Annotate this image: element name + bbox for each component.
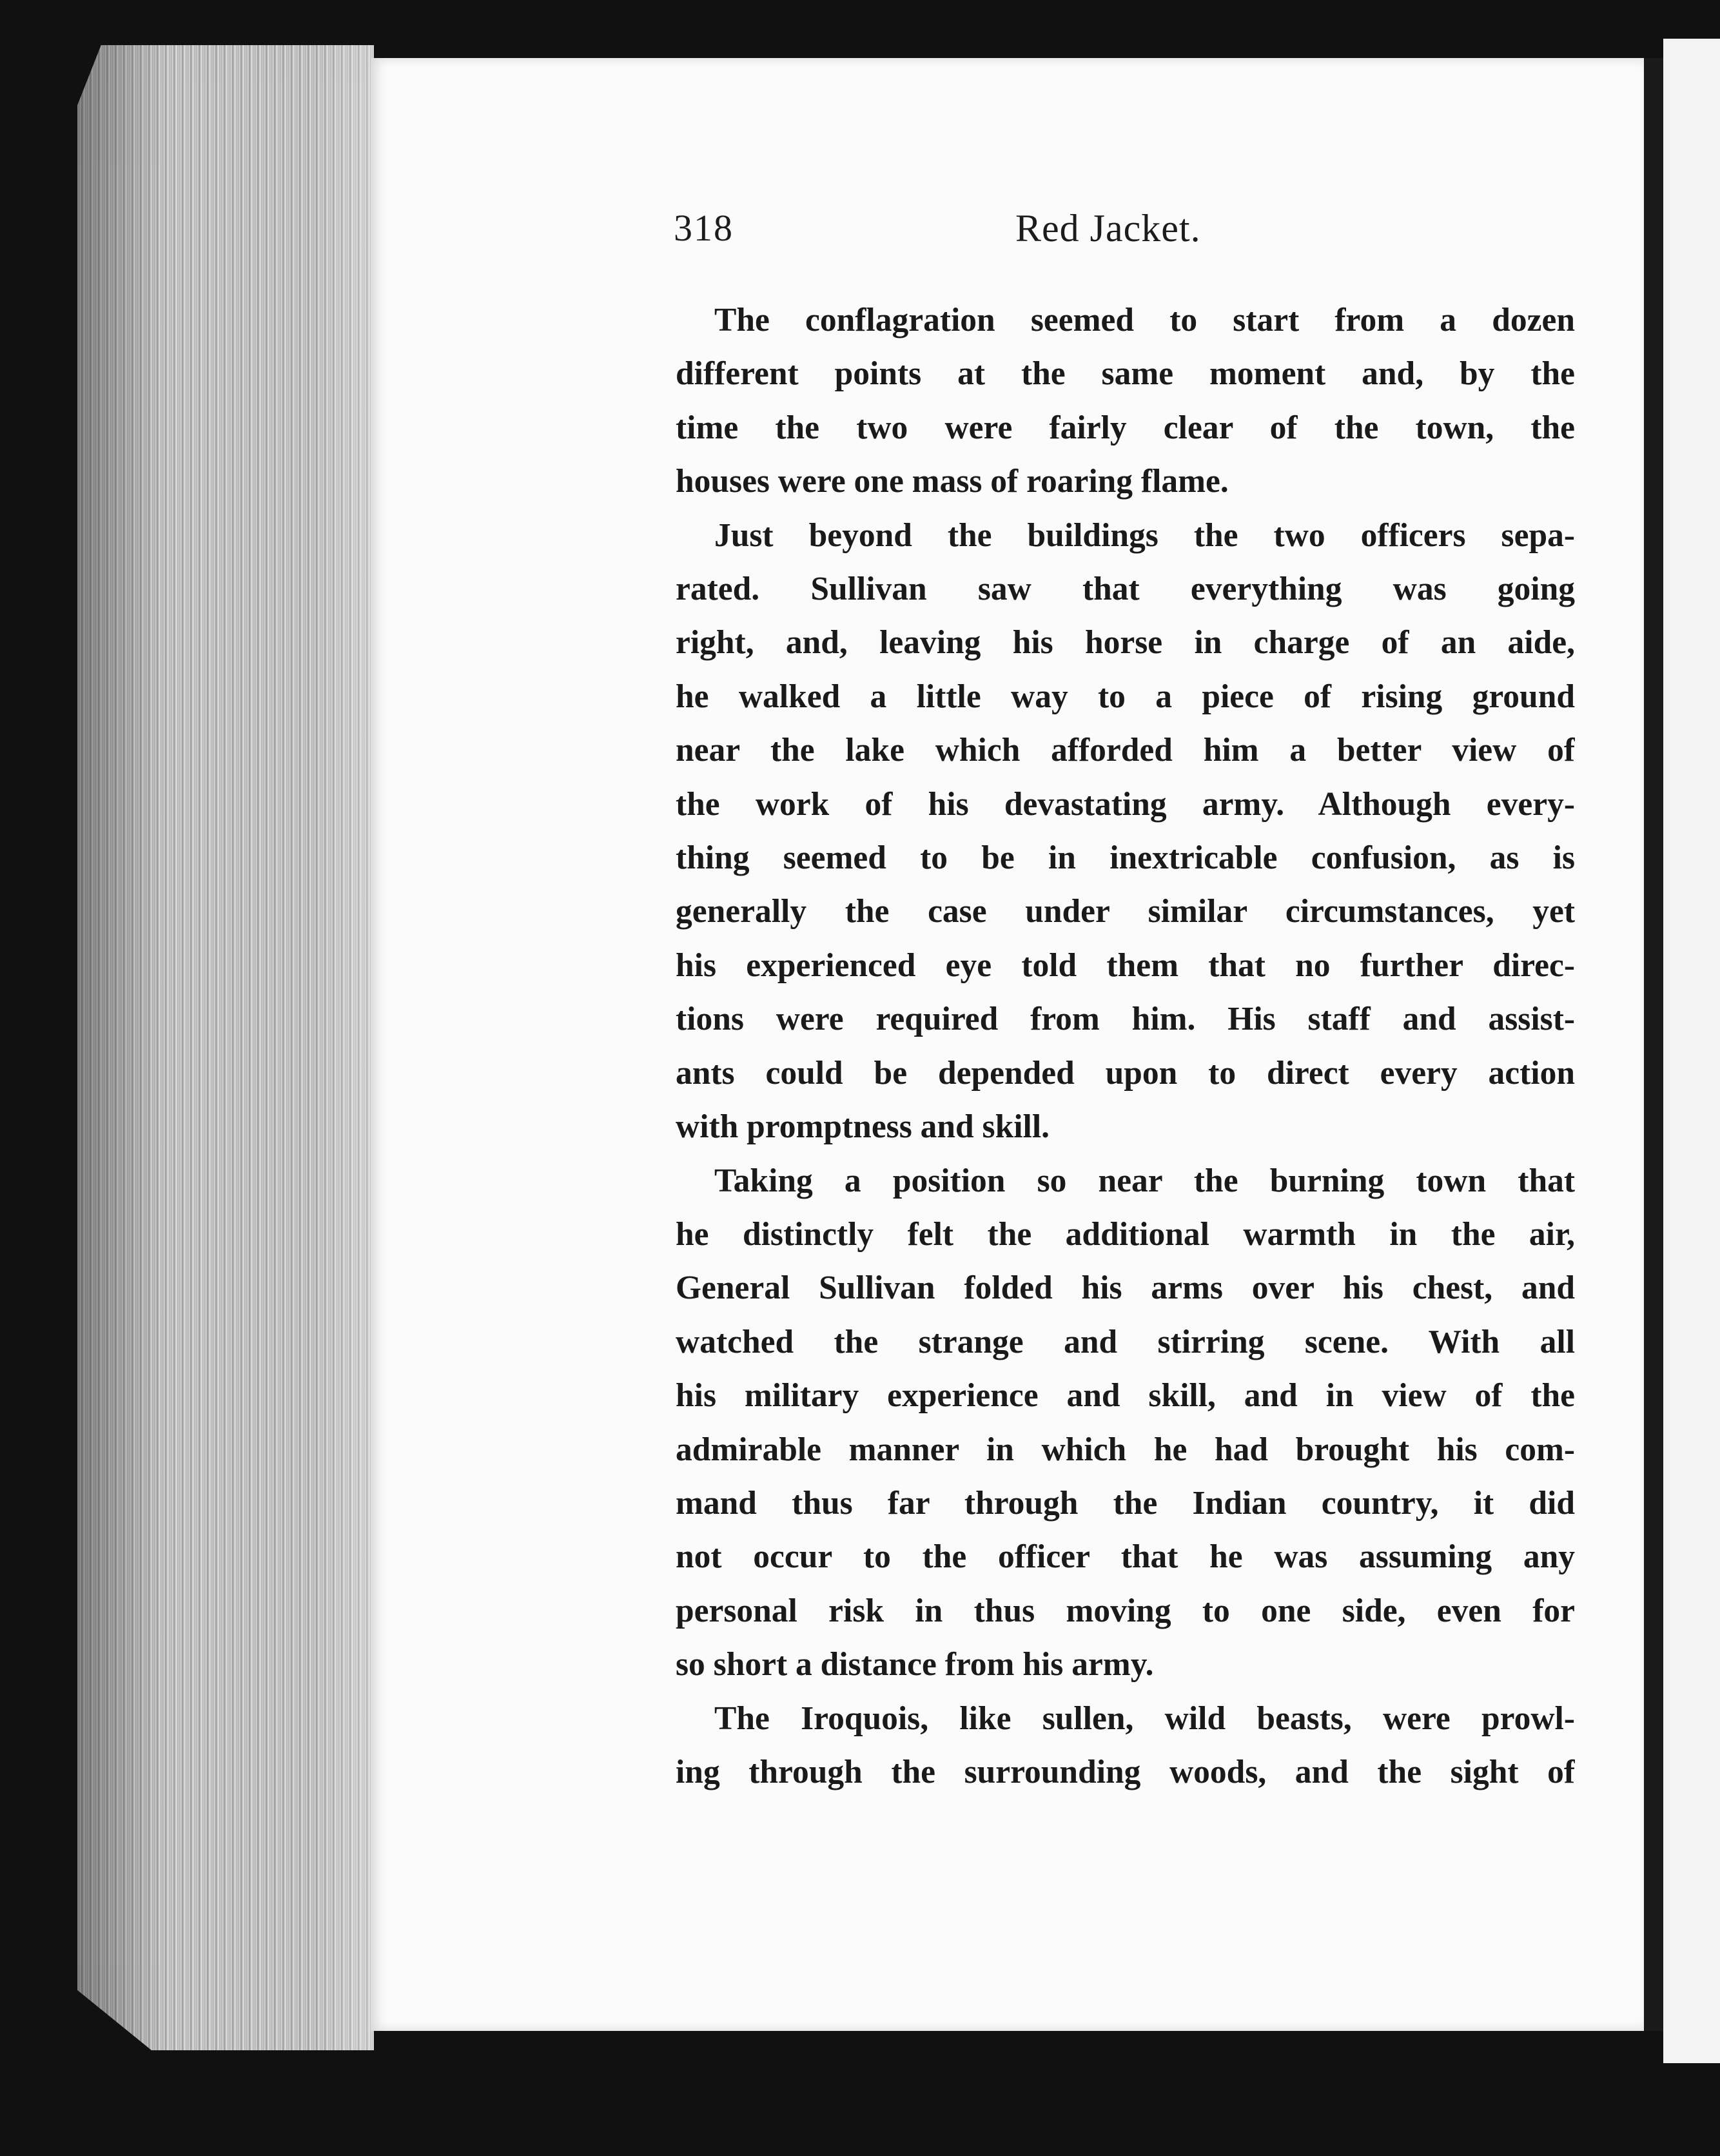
paragraph — [676, 1692, 1575, 1799]
text-line: thing seemed to be in inextricable confusion, as is — [676, 839, 1575, 877]
text-line: with promptness and skill. — [676, 1108, 1050, 1146]
text-line: The Iroquois, like sullen, wild beasts, were prowl- — [714, 1700, 1575, 1737]
body-text — [676, 293, 1575, 1799]
text-line: Taking a position so near the burning town that — [714, 1162, 1575, 1199]
book-page-edges — [77, 45, 374, 2050]
paragraph — [676, 509, 1575, 1154]
text-line: the work of his devastating army. Although every- — [676, 785, 1575, 823]
text-line: personal risk in thus moving to one side, even for — [676, 1592, 1575, 1629]
paragraph — [676, 1154, 1575, 1692]
text-line: rated. Sullivan saw that everything was going — [676, 571, 1575, 608]
text-line: different points at the same moment and, by the — [676, 355, 1575, 393]
text-line: he distinctly felt the additional warmth in the air, — [676, 1215, 1575, 1253]
text-line: near the lake which afforded him a better view of — [676, 732, 1575, 769]
text-line: so short a distance from his army. — [676, 1646, 1154, 1683]
text-line: not occur to the officer that he was assuming any — [676, 1538, 1575, 1576]
text-line: right, and, leaving his horse in charge of an aide, — [676, 624, 1575, 662]
text-line: Just beyond the buildings the two officers sepa- — [714, 516, 1575, 554]
text-line: General Sullivan folded his arms over his chest, and — [676, 1269, 1575, 1307]
running-title: Red Jacket. — [1015, 207, 1201, 250]
text-line: mand thus far through the Indian country, it did — [676, 1484, 1575, 1522]
facing-page-edge — [1663, 39, 1720, 2063]
text-line: his experienced eye told them that no further direc- — [676, 946, 1575, 984]
page-header — [674, 206, 1576, 258]
text-line: generally the case under similar circumstances, yet — [676, 893, 1575, 930]
text-line: The conflagration seemed to start from a dozen — [714, 302, 1575, 338]
paragraph — [676, 293, 1575, 509]
page-number: 318 — [674, 207, 734, 249]
page-gutter — [1644, 58, 1663, 2031]
text-line: he walked a little way to a piece of rising ground — [676, 678, 1575, 715]
text-line: ants could be depended upon to direct every action — [676, 1054, 1575, 1092]
text-line: admirable manner in which he had brought his com- — [676, 1431, 1575, 1468]
text-line: houses were one mass of roaring flame. — [676, 463, 1229, 500]
text-line: his military experience and skill, and in view of the — [676, 1377, 1575, 1415]
text-line: ing through the surrounding woods, and the sight of — [676, 1753, 1575, 1790]
text-line: time the two were fairly clear of the town, the — [676, 409, 1575, 446]
text-line: tions were required from him. His staff and assist- — [676, 1001, 1575, 1038]
text-line: watched the strange and stirring scene. With all — [676, 1323, 1575, 1360]
